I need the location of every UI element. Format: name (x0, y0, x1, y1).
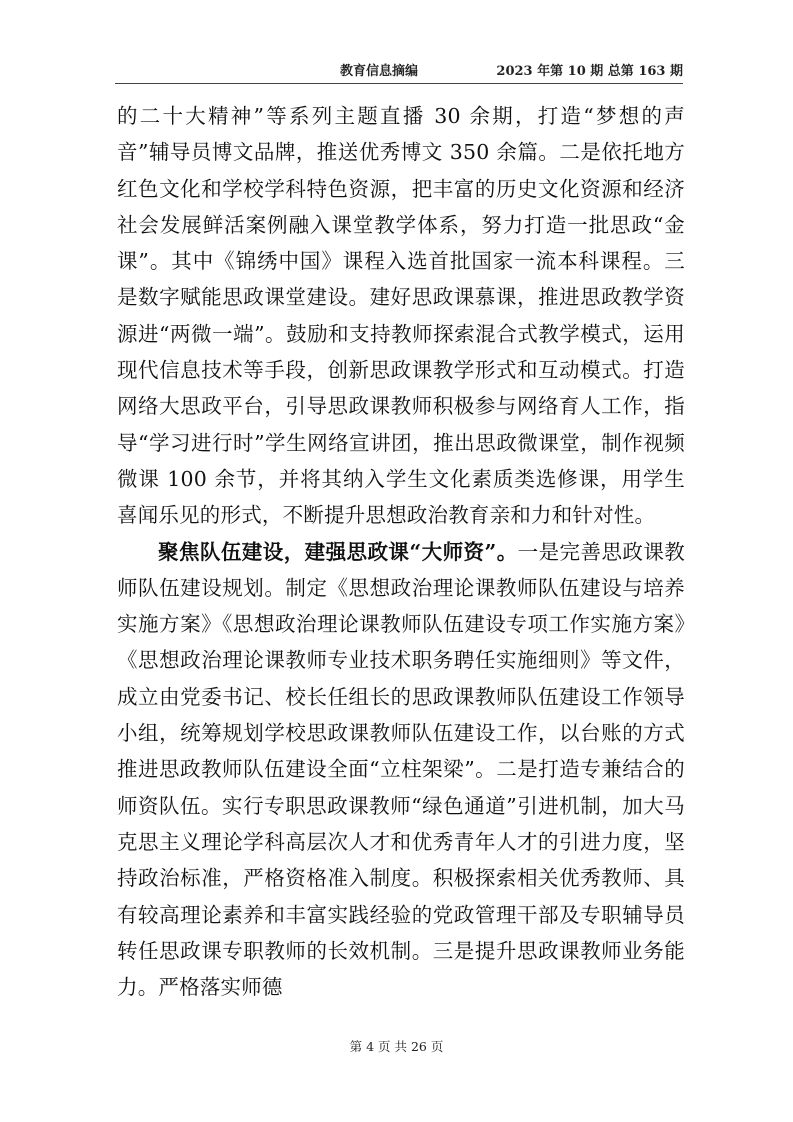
issue-number: 2023 年第 10 期 总第 163 期 (496, 64, 683, 79)
publication-title: 教育信息摘编 (340, 64, 419, 79)
document-body (117, 98, 685, 1005)
paragraph-faculty-building (117, 534, 685, 1006)
paragraph-continued: 的二十大精神”等系列主题直播 30 余期，打造“梦想的声音”辅导员博文品牌，推送优秀博文 350 余篇。二是依托地方红色文化和学校学科特色资源，把丰富的历史文化资源和经济社会发展鲜活案例融入课堂教学体系，努力打造一批思政“金课”。其中《锦绣中国》课程入选首批国家一流本科课程。三是数字赋能思政课堂建设。建好思政课慕课，推进思政教学资源进“两微一端”。鼓励和支持教师探索混合式教学模式，运用现代信息技术等手段，创新思政课教学形式和互动模式。打造网络大思政平台，引导思政课教师积极参与网络育人工作，指导“学习进行时”学生网络宣讲团，推出思政微课堂，制作视频微课 100 余节，并将其纳入学生文化素质类选修课，用学生喜闻乐见的形式，不断提升思想政治教育亲和力和针对性。 (117, 104, 685, 528)
header-rule (115, 83, 683, 84)
paragraph-lead-heading: 聚焦队伍建设，建强思政课“大师资”。 (158, 539, 518, 564)
paragraph-text: 一是完善思政课教师队伍建设规划。制定《思想政治理论课教师队伍建设与培养实施方案》《思想政治理论课教师队伍建设专项工作实施方案》《思想政治理论课教师专业技术职务聘任实施细则》等文件，成立由党委书记、校长任组长的思政课教师队伍建设工作领导小组，统筹规划学校思政课教师队伍建设工作，以台账的方式推进思政教师队伍建设全面“立柱架梁”。二是打造专兼结合的师资队伍。实行专职思政课教师“绿色通道”引进机制，加大马克思主义理论学科高层次人才和优秀青年人才的引进力度，坚持政治标准，严格资格准入制度。积极探索相关优秀教师、具有较高理论素养和丰富实践经验的党政管理干部及专职辅导员转任思政课专职教师的长效机制。三是提升思政课教师业务能力。严格落实师德 (117, 539, 685, 1000)
page-footer: 第 4 页 共 26 页 (349, 1039, 444, 1054)
page-header (115, 60, 683, 86)
